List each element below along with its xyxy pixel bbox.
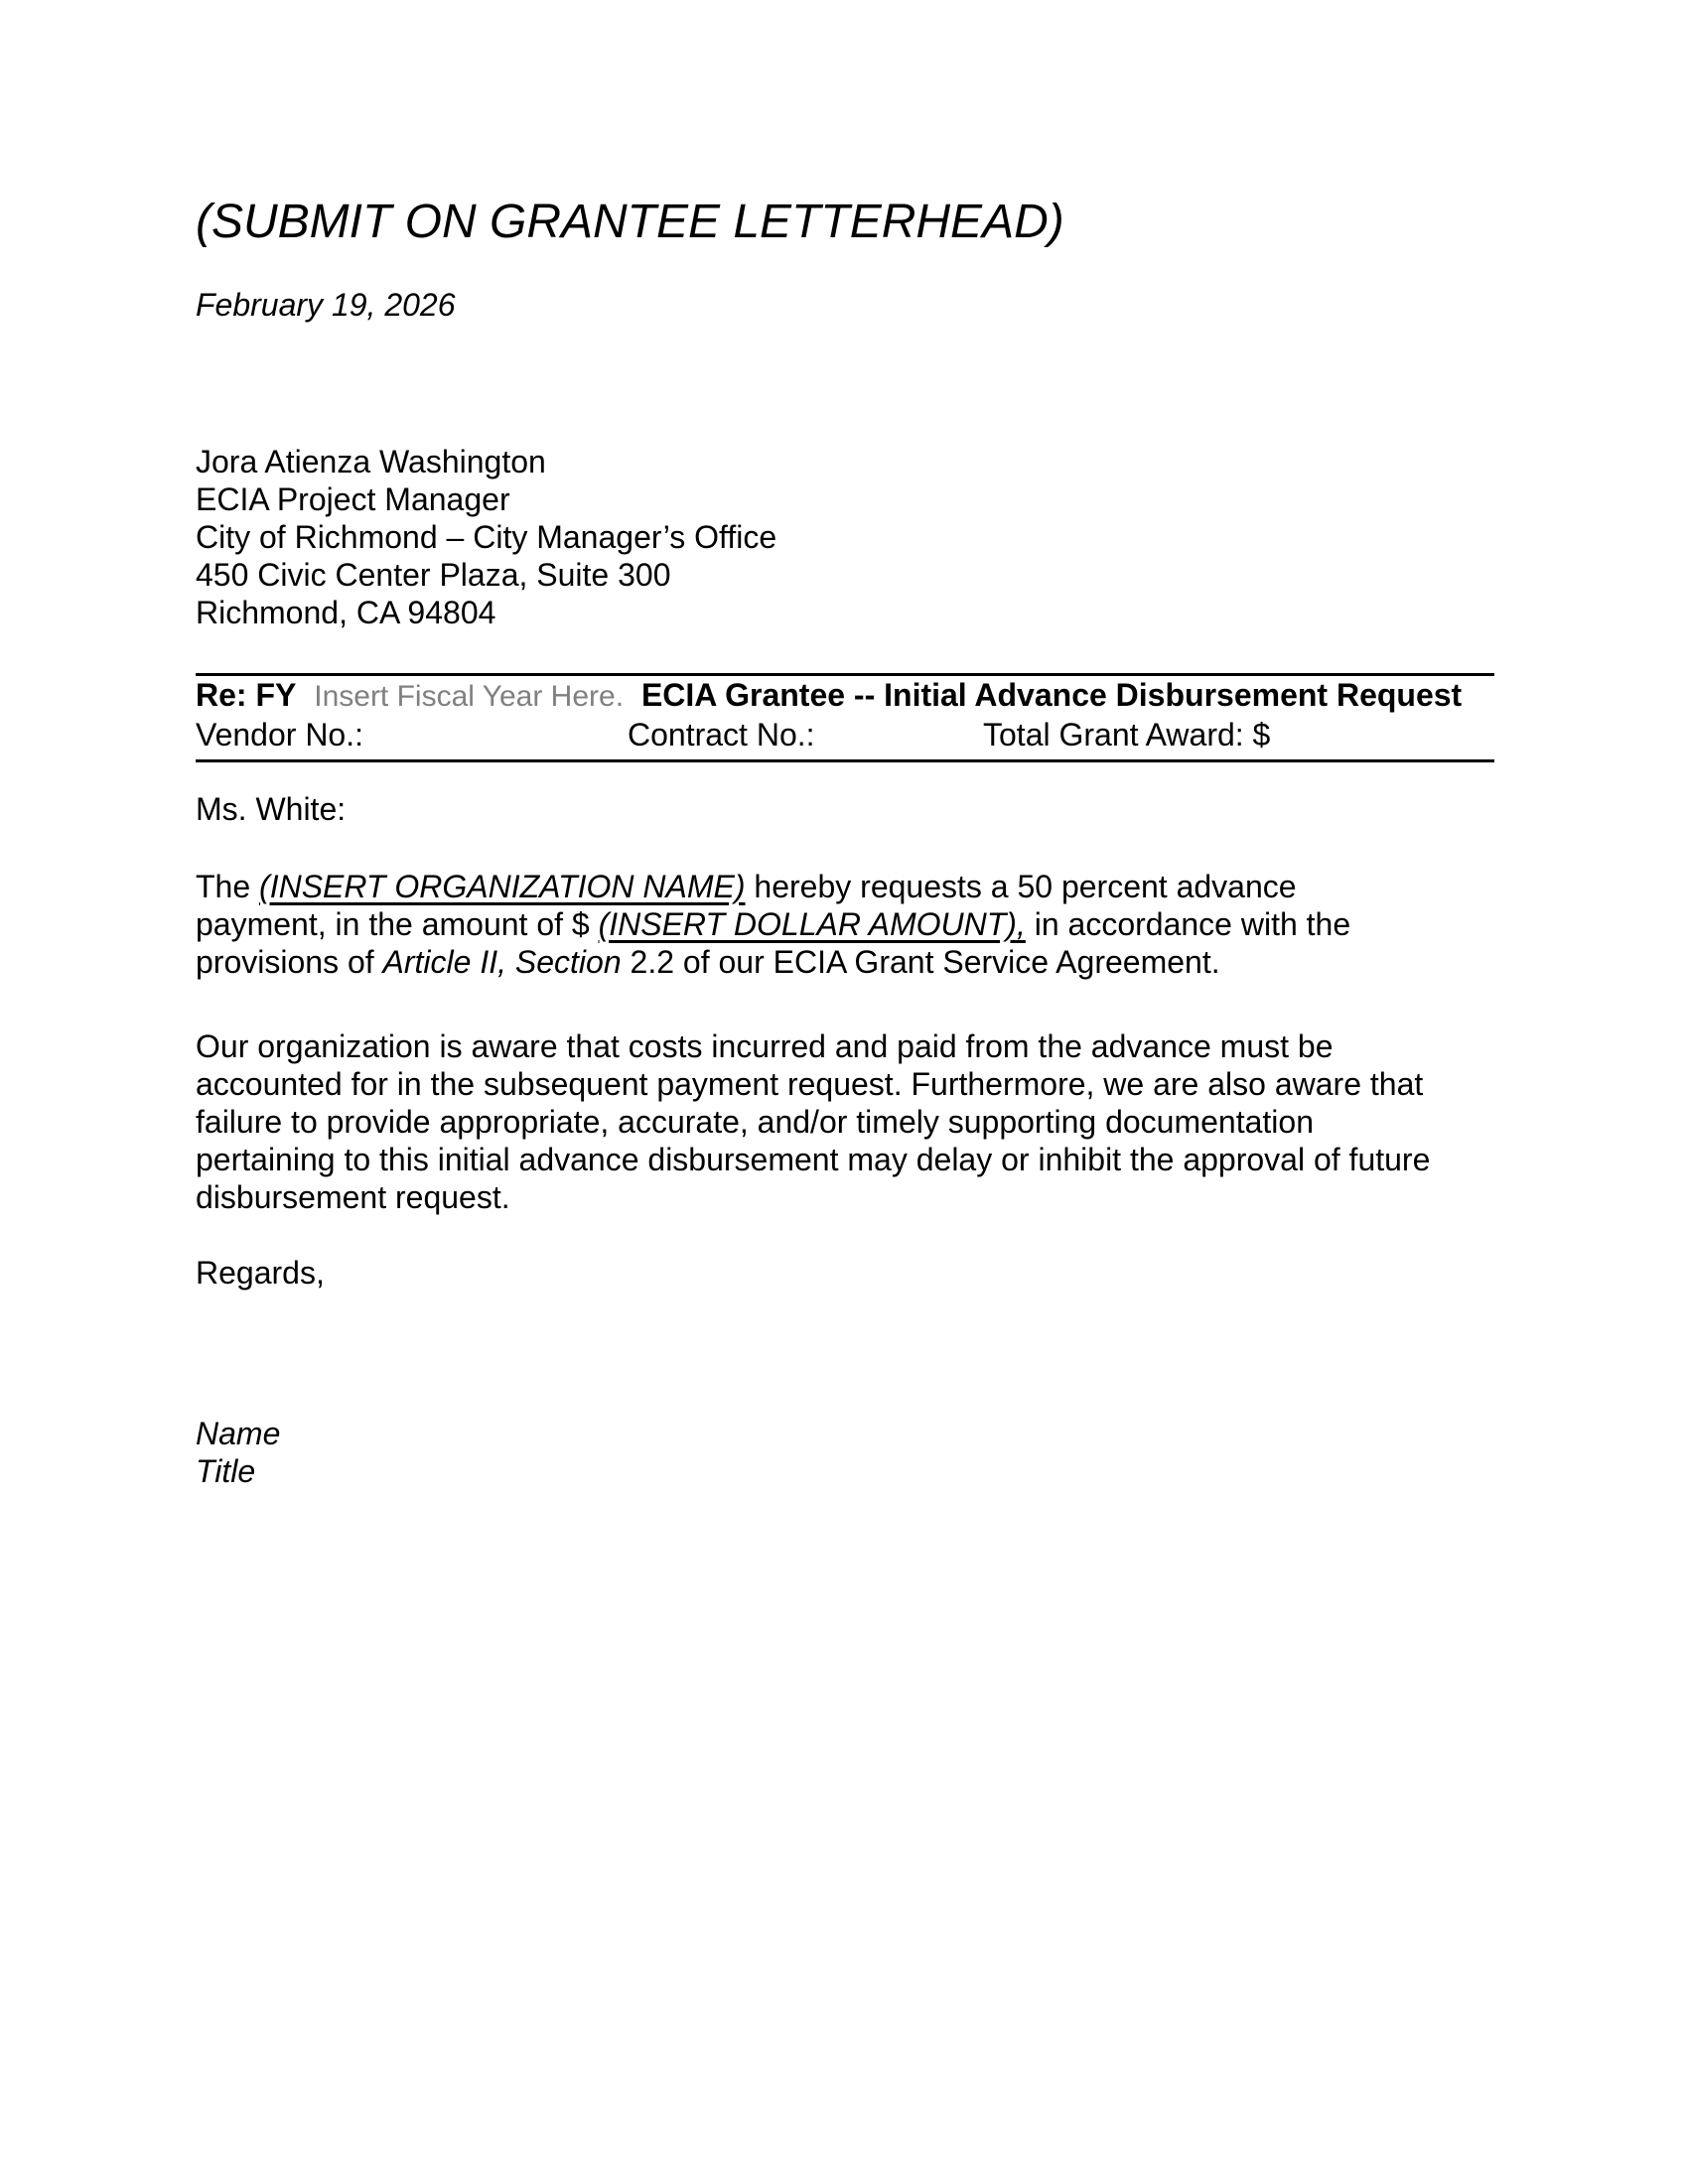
text-segment: accounted for in the subsequent payment request. Furthermore, we are also aware that <box>196 1066 1424 1102</box>
text-line <box>196 1103 1430 1141</box>
contract-no-label: Contract No.: <box>628 717 815 752</box>
closing: Regards, <box>196 1255 325 1291</box>
text-line <box>196 905 1350 943</box>
text-line: City of Richmond – City Manager’s Office <box>196 519 777 555</box>
text-segment: payment, in the amount of $ <box>196 906 599 942</box>
text-segment: (INSERT ORGANIZATION NAME) <box>259 869 746 904</box>
text-segment: failure to provide appropriate, accurate, and/or timely supporting documentation <box>196 1104 1314 1140</box>
text-segment: (INSERT DOLLAR AMOUNT), <box>598 906 1026 942</box>
total-grant-award-label: Total Grant Award: $ <box>983 717 1271 752</box>
text-line <box>196 1065 1430 1103</box>
text-segment: The <box>196 869 260 904</box>
re-subject: ECIA Grantee -- Initial Advance Disbursement Request <box>640 677 1463 713</box>
text-line <box>196 943 1350 981</box>
text-line <box>196 1027 1430 1065</box>
re-label: Re: FY <box>196 677 297 713</box>
text-segment: pertaining to this initial advance disbursement may delay or inhibit the approval of future <box>196 1142 1431 1177</box>
text-segment: hereby requests a 50 percent advance <box>745 869 1297 904</box>
fiscal-year-placeholder: Insert Fiscal Year Here. <box>314 680 625 713</box>
vendor-no-label: Vendor No.: <box>196 717 363 752</box>
letterhead-note: (SUBMIT ON GRANTEE LETTERHEAD) <box>196 196 1064 248</box>
text-line <box>196 1141 1430 1178</box>
text-segment: Article II, Section <box>382 944 622 980</box>
date-line: February 19, 2026 <box>196 287 456 323</box>
re-table <box>196 673 1494 762</box>
recipient-address <box>196 443 776 631</box>
text-segment: provisions of <box>196 944 383 980</box>
text-segment: in accordance with the <box>1025 906 1351 942</box>
text-line <box>196 1178 1430 1216</box>
salutation: Ms. White: <box>196 791 347 827</box>
body-paragraph-request <box>196 868 1350 981</box>
text-line: Richmond, CA 94804 <box>196 595 496 630</box>
signature-title: Title <box>196 1453 256 1489</box>
text-segment: 2.2 of our ECIA Grant Service Agreement. <box>621 944 1220 980</box>
text-line: 450 Civic Center Plaza, Suite 300 <box>196 557 671 593</box>
text-segment: Our organization is aware that costs incurred and paid from the advance must be <box>196 1028 1334 1064</box>
signature-name: Name <box>196 1416 281 1451</box>
re-fields-row <box>196 716 1494 753</box>
text-segment: disbursement request. <box>196 1179 510 1215</box>
body-paragraph-acknowledgement <box>196 1027 1430 1216</box>
text-line: Jora Atienza Washington <box>196 444 546 479</box>
text-line: ECIA Project Manager <box>196 481 510 517</box>
text-line <box>196 868 1350 905</box>
signature-block <box>196 1415 280 1490</box>
re-subject-line <box>196 676 1494 716</box>
